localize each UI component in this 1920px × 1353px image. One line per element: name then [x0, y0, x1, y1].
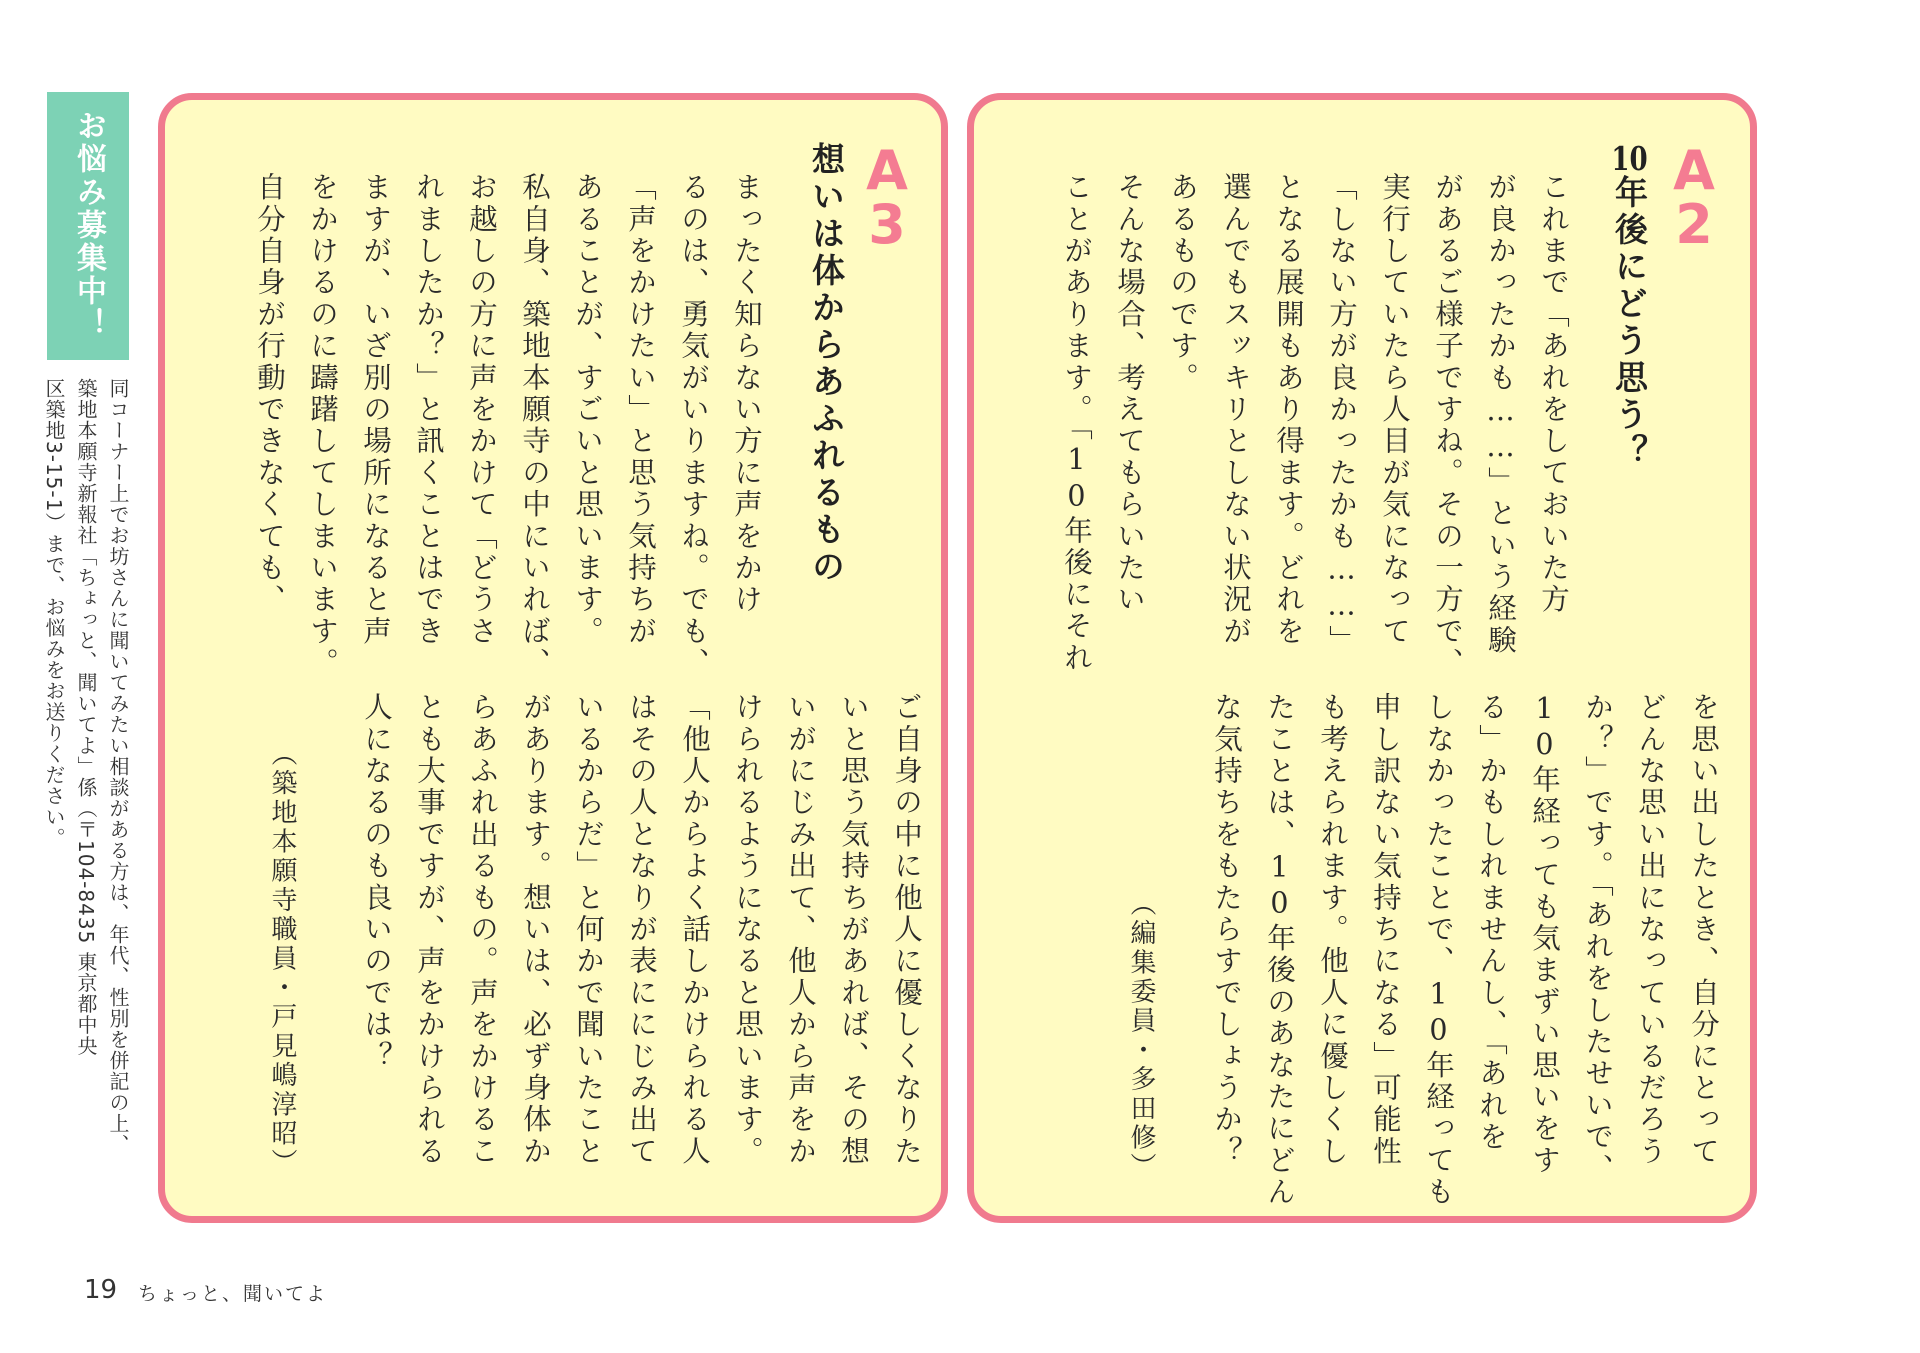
body-column: これまで「あれをしておいた方: [1537, 172, 1570, 616]
answer-body-upper-a2: [1050, 172, 1580, 679]
body-column: 自分自身が行動できなくても、: [253, 172, 286, 616]
body-column: るのは、勇気がいりますね。でも、: [677, 172, 710, 680]
body-column: まったく知らない方に声をかけ: [730, 172, 763, 616]
submission-note-line: 区築地3-15-1）まで、お悩みをお送りください。: [42, 378, 66, 849]
body-column: も考えられます。他人に優しくし: [1316, 692, 1349, 1168]
answer-title-a3: 想いは体からあふれるもの: [807, 142, 846, 586]
body-column: お越しの方に声をかけて「どうさ: [465, 172, 498, 648]
body-column: な気持ちをもたらすでしょうか？: [1210, 692, 1243, 1168]
submission-note-line: 築地本願寺新報社「ちょっと、聞いてよ」係（〒104-8435 東京都中央: [74, 378, 98, 1057]
body-column: いるからだ」と何かで聞いたこと: [572, 692, 605, 1168]
body-column: があります。想いは、必ず身体か: [519, 692, 552, 1168]
answer-body-upper-a3: [243, 172, 773, 679]
answer-body-lower-a2: [1200, 692, 1730, 1208]
body-column: 「しない方が良かったかも……」: [1325, 172, 1358, 657]
body-column: らあふれ出るもの。声をかけるこ: [466, 692, 499, 1168]
badge-letter: A: [1673, 139, 1715, 202]
body-column: 選んでもスッキリとしない状況が: [1219, 172, 1252, 648]
signature-a2: （編集委員・多田修）: [1126, 890, 1156, 1182]
section-label: ちょっと、聞いてよ: [138, 1283, 328, 1305]
body-column: か？」です。「あれをしたせいで、: [1581, 692, 1614, 1185]
submission-note-line: 同コーナー上でお坊さんに聞いてみたい相談がある方は、年代、性別を併記の上、: [106, 378, 130, 1155]
signature-block-a3: [255, 740, 308, 1178]
body-column: をかけるのに躊躇してしまいます。: [306, 172, 339, 680]
body-column: 私自身、築地本願寺の中にいれば、: [518, 172, 551, 680]
body-column: を思い出したとき、自分にとって: [1687, 692, 1720, 1168]
body-column: 申し訳ない気持ちになる」可能性: [1369, 692, 1402, 1168]
body-column: 10年経っても気まずい思いをす: [1528, 692, 1561, 1177]
body-column: があるご様子ですね。その一方で、: [1431, 172, 1464, 680]
body-column: はその人となりが表ににじみ出て: [625, 692, 658, 1168]
body-column: となる展開もあり得ます。どれを: [1272, 172, 1305, 648]
recruitment-tab-label: お悩み募集中！: [71, 110, 106, 341]
answer-badge-a2: [1664, 139, 1724, 256]
page-number: 19: [84, 1275, 118, 1305]
badge-number: 3: [868, 193, 906, 256]
recruitment-tab: [47, 92, 129, 360]
body-column: どんな思い出になっているだろう: [1634, 692, 1667, 1168]
body-column: 「声をかけたい」と思う気持ちが: [624, 172, 657, 648]
body-column: けられるようになると思います。: [731, 692, 764, 1168]
body-column: 人になるのも良いのでは？: [360, 692, 393, 1073]
body-column: れましたか？」と訊くことはでき: [412, 172, 445, 648]
answer-panel-a3: [158, 93, 948, 1223]
body-column: ことがあります。「10年後にそれ: [1060, 172, 1093, 674]
body-column: いと思う気持ちがあれば、その想: [837, 692, 870, 1168]
signature-a3: （築地本願寺職員・戸見嶋淳昭）: [267, 740, 297, 1178]
body-column: あるものです。: [1166, 172, 1199, 394]
signature-block-a2: [1114, 890, 1167, 1182]
submission-note: [42, 378, 130, 1238]
body-column: る」かもしれませんし、「あれを: [1475, 692, 1508, 1154]
body-column: が良かったかも……」という経験: [1484, 172, 1517, 657]
body-column: ご自身の中に他人に優しくなりた: [890, 692, 923, 1168]
body-column: いがにじみ出て、他人から声をか: [784, 692, 817, 1168]
body-column: 「他人からよく話しかけられる人: [678, 692, 711, 1168]
body-column: ますが、いざ別の場所になると声: [359, 172, 392, 648]
answer-panel-a2: [967, 93, 1757, 1223]
title-number: 10: [1611, 142, 1648, 175]
badge-number: 2: [1675, 193, 1713, 256]
body-column: とも大事ですが、声をかけられる: [413, 692, 446, 1168]
answer-title-a2: [1606, 142, 1653, 471]
body-column: あることが、すごいと思います。: [571, 172, 604, 648]
answer-badge-a3: [857, 139, 917, 256]
answer-body-lower-a3: [350, 692, 933, 1168]
badge-letter: A: [866, 139, 908, 202]
title-text: 年後にどう思う？: [1610, 175, 1649, 471]
body-column: たことは、10年後のあなたにどん: [1263, 692, 1296, 1209]
body-column: しなかったことで、10年経っても: [1422, 692, 1455, 1209]
body-column: 実行していたら人目が気になって: [1378, 172, 1411, 648]
body-column: そんな場合、考えてもらいたい: [1113, 172, 1146, 616]
